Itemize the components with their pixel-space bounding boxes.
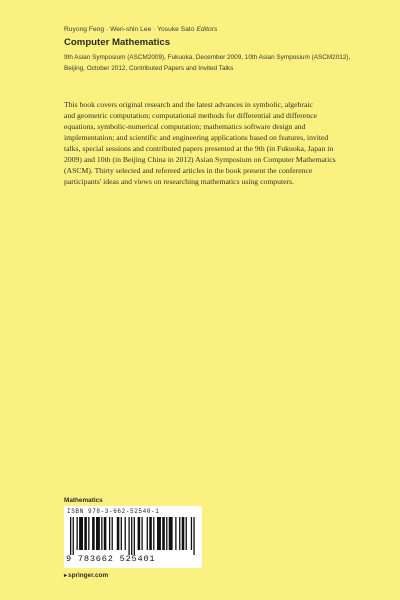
editors-names: Ruyong Feng · Wen-shin Lee · Yosuke Sato bbox=[64, 26, 195, 33]
barcode-bar bbox=[121, 517, 122, 550]
barcode-bar bbox=[70, 517, 71, 555]
barcode-bar bbox=[84, 517, 87, 550]
barcode-bar bbox=[153, 517, 154, 550]
barcode-bar bbox=[96, 517, 100, 550]
barcode-bar bbox=[131, 517, 132, 555]
isbn-barcode bbox=[64, 506, 202, 568]
editors-line bbox=[64, 26, 384, 33]
barcode-bar bbox=[157, 517, 161, 550]
cover-header bbox=[64, 26, 384, 74]
barcode-bar bbox=[92, 517, 95, 550]
barcode-bar bbox=[128, 517, 129, 555]
isbn-number: ISBN 978-3-662-52540-1 bbox=[67, 508, 160, 515]
description-line: and geometric computation; computational methods for differential and difference bbox=[64, 111, 317, 121]
description-line: 2009) and 10th (in Beijing China in 2012) Asian Symposium on Computer Mathematics bbox=[64, 155, 336, 165]
description-line: implementation; and scientific and engineering applications based on features, invited bbox=[64, 133, 329, 143]
barcode-bar bbox=[162, 517, 165, 550]
barcode-bar bbox=[147, 517, 148, 550]
subtitle-line: 9th Asian Symposium (ASCM2009), Fukuoka, December 2009, 10th Asian Symposium (ASCM2012), bbox=[64, 54, 351, 61]
description-line: This book covers original research and the latest advances in symbolic, algebraic bbox=[64, 100, 313, 109]
barcode-bar bbox=[182, 517, 185, 550]
barcode-bars bbox=[70, 517, 196, 555]
barcode-bar bbox=[76, 517, 77, 550]
barcode-bar bbox=[179, 517, 180, 550]
publisher-url bbox=[64, 572, 108, 579]
barcode-bar bbox=[117, 517, 120, 550]
barcode-bar bbox=[88, 517, 89, 550]
book-description bbox=[64, 99, 364, 187]
arrow-icon: ▸ bbox=[64, 573, 68, 579]
barcode-bar bbox=[175, 517, 176, 550]
editors-label: Editors bbox=[196, 26, 218, 33]
description-line: talks, special sessions and contributed papers presented at the 9th (in Fukuoka, Japan in bbox=[64, 144, 334, 154]
barcode-bar bbox=[101, 517, 102, 550]
barcode-bar bbox=[79, 517, 83, 550]
barcode-bar bbox=[193, 517, 194, 555]
book-subtitle bbox=[64, 52, 374, 74]
barcode-bar bbox=[125, 517, 126, 550]
barcode-bar bbox=[134, 517, 135, 555]
barcode-bar bbox=[149, 517, 152, 550]
barcode-bar bbox=[104, 517, 107, 550]
barcode-bar bbox=[191, 517, 192, 550]
barcode-bar bbox=[112, 517, 113, 550]
description-line: participants' ideas and views on researching mathematics using computers. bbox=[64, 177, 295, 187]
barcode-bar bbox=[166, 517, 167, 550]
subject-category: Mathematics bbox=[64, 497, 103, 504]
barcode-digits: 9 783662 525401 bbox=[66, 554, 156, 564]
barcode-bar bbox=[169, 517, 173, 550]
barcode-bar bbox=[109, 517, 110, 550]
barcode-bar bbox=[138, 517, 141, 550]
subtitle-line: Beijing, October 2012, Contributed Papers and Invited Talks bbox=[64, 65, 234, 72]
barcode-bar bbox=[141, 517, 142, 550]
book-title: Computer Mathematics bbox=[64, 37, 171, 48]
publisher-name: springer.com bbox=[68, 572, 109, 579]
barcode-bar bbox=[73, 517, 74, 555]
description-line: equations, symbolic-numerical computation; mathematics software design and bbox=[64, 122, 306, 132]
barcode-bar bbox=[186, 517, 187, 550]
description-line: (ASCM). Thirty selected and refereed articles in the book present the conference bbox=[64, 166, 313, 176]
